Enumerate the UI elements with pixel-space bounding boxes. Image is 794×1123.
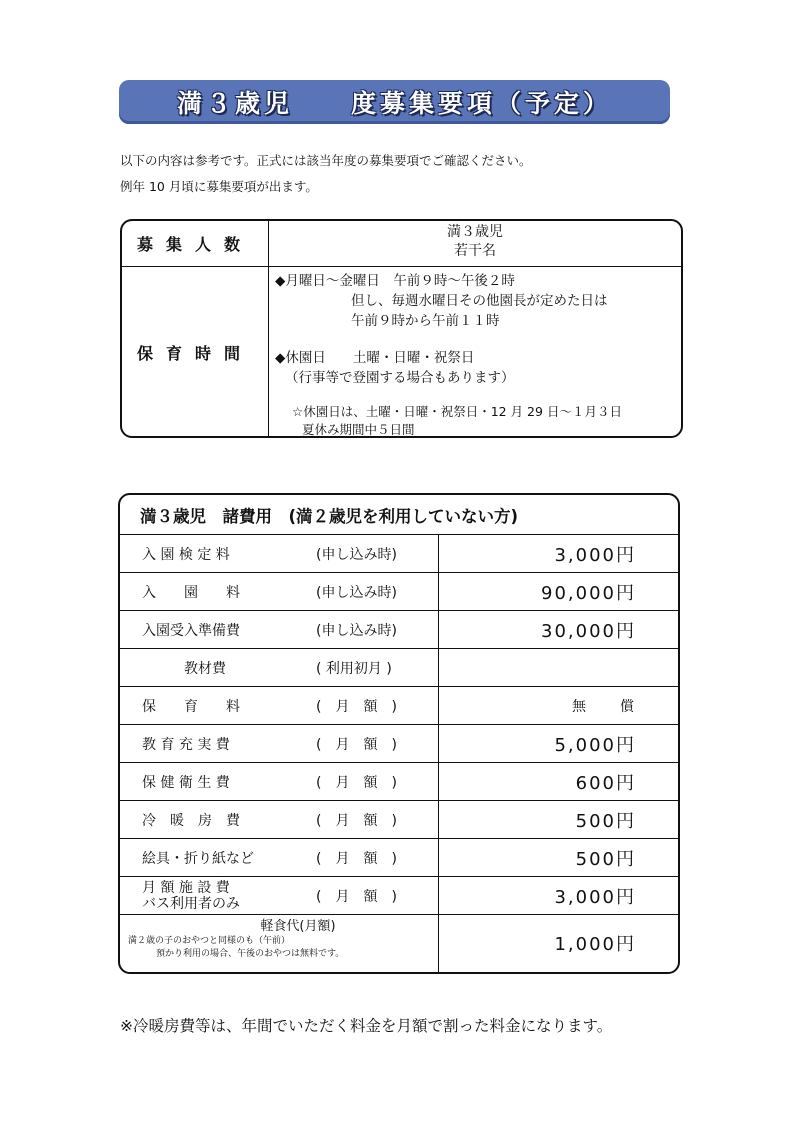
fee-name: 冷 暖 房 費: [142, 812, 240, 829]
note-line-2: 例年 10 月頃に募集要項が出ます。: [120, 179, 318, 194]
count-line-2: 若干名: [454, 243, 496, 259]
fee-name: 入 園 料: [142, 584, 240, 601]
fee-amount: 5,000円: [554, 734, 636, 756]
fee-amount: 500円: [575, 848, 636, 870]
label-recruit-count: 募集人数: [136, 235, 253, 254]
table-row: [120, 686, 678, 724]
fee-name: 入 園 検 定 料: [142, 546, 230, 563]
table-row: [120, 610, 678, 648]
table-row: [120, 572, 678, 610]
snack-title: 軽食代(月額): [260, 919, 336, 934]
page-title: 満３歳児 度募集要項（予定）: [176, 89, 612, 118]
table-row: [120, 838, 678, 876]
fee-timing: (申し込み時): [316, 622, 397, 639]
hours-line-3: 午前９時から午前１１時: [351, 313, 500, 329]
fee-name: [142, 877, 240, 914]
holiday-note: （行事等で登園する場合もあります）: [285, 370, 515, 386]
fee-timing: ( 月 額 ): [316, 698, 397, 715]
snack-fee-description: [128, 919, 428, 961]
title-banner: [119, 80, 670, 124]
fee-timing: (申し込み時): [316, 546, 397, 563]
fee-name: 絵具・折り紙など: [142, 850, 254, 867]
holiday-detail-1: ☆休園日は、土曜・日曜・祝祭日・12 月 29 日～１月３日: [292, 404, 622, 419]
fee-timing: ( 月 額 ): [316, 736, 397, 753]
fee-name-line-2: バス利用者のみ: [142, 895, 240, 912]
table-row: [120, 914, 678, 974]
snack-note-2: 預かり利用の場合、午後のおやつは無料です。: [156, 949, 345, 959]
fee-amount: 1,000円: [554, 934, 636, 955]
count-line-1: 満３歳児: [447, 224, 503, 240]
recruit-count-value: [269, 223, 681, 261]
fee-timing: ( 月 額 ): [316, 850, 397, 867]
fee-name: 保 健 衛 生 費: [142, 774, 230, 791]
fee-name: 教材費: [184, 660, 226, 677]
fee-amount: 90,000円: [541, 582, 636, 604]
table-row: [120, 724, 678, 762]
fee-timing: (申し込み時): [316, 584, 397, 601]
fee-name: 保 育 料: [142, 698, 240, 715]
fees-table: [118, 493, 680, 974]
footer-note: ※冷暖房費等は、年間でいただく料金を月額で割った料金になります。: [120, 1017, 613, 1035]
recruitment-table: [120, 219, 683, 438]
hours-line-2: 但し、毎週水曜日その他園長が定めた日は: [351, 293, 608, 309]
fee-amount: 500円: [575, 810, 636, 832]
table-row: [120, 800, 678, 838]
fees-heading: 満３歳児 諸費用 (満２歳児を利用していない方): [140, 507, 519, 526]
table-row: [120, 876, 678, 914]
fee-timing: ( 月 額 ): [316, 888, 397, 905]
snack-note-1: 満２歳の子のおやつと同様のも（午前）: [128, 936, 291, 946]
fee-name: 教 育 充 実 費: [142, 736, 230, 753]
fee-name-line-1: 月 額 施 設 費: [142, 879, 230, 896]
fee-timing: ( 月 額 ): [316, 774, 397, 791]
fee-amount: 600円: [575, 772, 636, 794]
fee-timing: ( 月 額 ): [316, 812, 397, 829]
hours-line-1: ◆月曜日～金曜日 午前９時～午後２時: [275, 273, 515, 289]
fee-amount: 無 償: [572, 698, 636, 715]
table-row: [120, 534, 678, 572]
holiday-line: ◆休園日 土曜・日曜・祝祭日: [275, 350, 475, 366]
note-line-1: 以下の内容は参考です。正式には該当年度の募集要項でご確認ください。: [120, 153, 532, 168]
fee-timing: ( 利用初月 ): [316, 660, 392, 677]
table-row: [120, 648, 678, 686]
fee-amount: 3,000円: [554, 544, 636, 566]
table-row: [120, 762, 678, 800]
holiday-detail-2: 夏休み期間中５日間: [302, 422, 415, 437]
fee-amount: 30,000円: [541, 620, 636, 642]
fee-name: 入園受入準備費: [142, 622, 240, 639]
label-hours: 保育時間: [136, 343, 253, 363]
fee-amount: 3,000円: [554, 886, 636, 908]
